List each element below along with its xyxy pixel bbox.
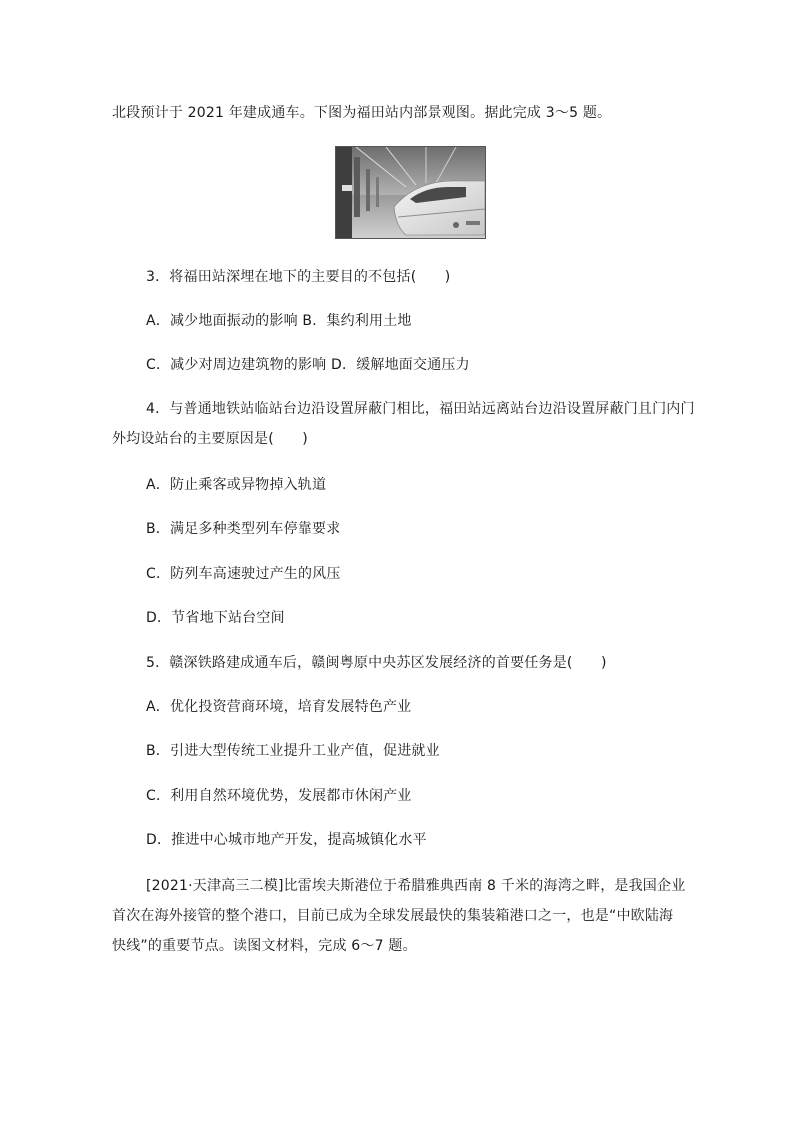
question-5-option-a: A．优化投资营商环境，培育发展特色产业	[146, 699, 412, 715]
passage-line2: 首次在海外接管的整个港口，目前已成为全球发展最快的集装箱港口之一，也是“中欧陆海	[112, 908, 674, 924]
question-4-option-a: A．防止乘客或异物掉入轨道	[146, 477, 327, 493]
question-5-stem: 5．赣深铁路建成通车后，赣闽粤原中央苏区发展经济的首要任务是( )	[146, 655, 607, 671]
question-4-option-c: C．防列车高速驶过产生的风压	[146, 566, 341, 582]
question-4-stem-line2: 外均设站台的主要原因是( )	[112, 431, 308, 447]
question-4-stem-line1: 4．与普通地铁站临站台边沿设置屏蔽门相比，福田站远离站台边沿设置屏蔽门且门内门	[146, 401, 695, 417]
question-5-option-b: B．引进大型传统工业提升工业产值，促进就业	[146, 743, 440, 759]
station-interior-photo-icon	[335, 146, 486, 239]
question-3-stem: 3．将福田站深埋在地下的主要目的不包括( )	[146, 269, 451, 285]
question-5-option-d: D．推进中心城市地产开发，提高城镇化水平	[146, 832, 427, 848]
question-3-options-cd: C．减少对周边建筑物的影响 D．缓解地面交通压力	[146, 357, 470, 373]
question-5-option-c: C．利用自然环境优势，发展都市休闲产业	[146, 788, 412, 804]
question-4-option-b: B．满足多种类型列车停靠要求	[146, 521, 341, 537]
passage-line1: [2021·天津高三二模]比雷埃夫斯港位于希腊雅典西南 8 千米的海湾之畔，是我国企业	[146, 878, 686, 894]
question-4-option-d: D．节省地下站台空间	[146, 610, 285, 626]
passage-line3: 快线”的重要节点。读图文材料，完成 6～7 题。	[112, 938, 417, 954]
intro-line: 北段预计于 2021 年建成通车。下图为福田站内部景观图。据此完成 3～5 题。	[112, 105, 612, 121]
question-3-options-ab: A．减少地面振动的影响 B．集约利用土地	[146, 313, 412, 329]
